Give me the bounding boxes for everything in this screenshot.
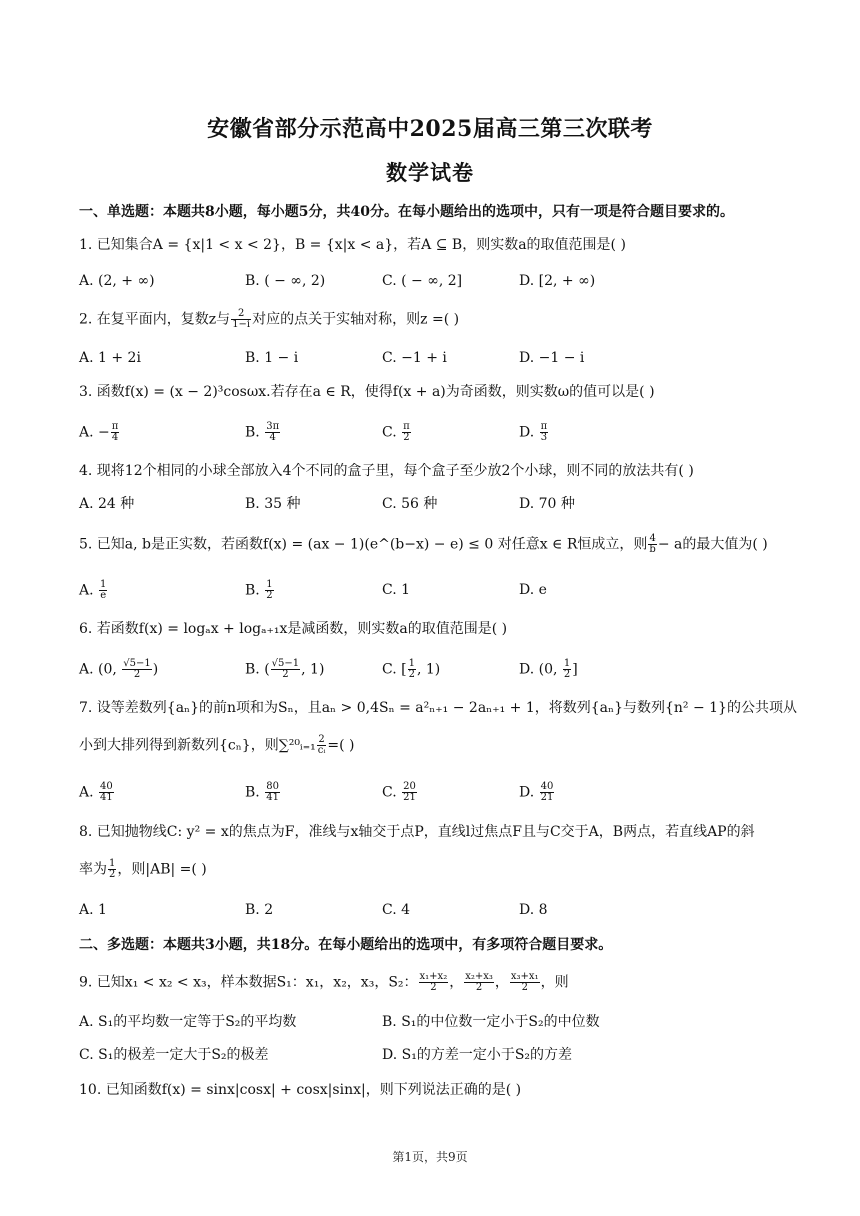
fraction-numerator: 80 xyxy=(266,781,279,792)
fraction-numerator: 4 xyxy=(649,533,656,544)
option-fraction xyxy=(540,422,549,443)
question-7-stem-line-2 xyxy=(79,735,354,756)
fraction-numerator: x₃+x₁ xyxy=(510,971,539,982)
question-2-option-b: B. 1 − i xyxy=(245,350,299,366)
fraction-denominator: e xyxy=(100,590,107,601)
question-6-option-b xyxy=(245,659,324,680)
question-6-options xyxy=(79,659,799,679)
question-8-stem-post: ，则|AB| =( ) xyxy=(117,861,207,878)
question-7-option-b xyxy=(245,782,281,803)
question-9-option-b: B. S₁的中位数一定小于S₂的中位数 xyxy=(382,1014,600,1030)
question-3-option-a xyxy=(79,422,120,443)
question-2-options xyxy=(79,348,799,368)
question-8-option-d: D. 8 xyxy=(519,902,548,918)
question-5-stem-pre: 5. 已知a, b是正实数，若函数f(x) = (ax − 1)(e^(b−x) − e) ≤ 0 对任意x ∈ R恒成立，则 xyxy=(79,536,648,553)
fraction-denominator: 4 xyxy=(111,432,119,443)
fraction-denominator: 2 xyxy=(403,432,410,443)
option-suffix: ] xyxy=(572,661,578,678)
option-label: C. xyxy=(382,424,402,441)
fraction-numerator: 1 xyxy=(563,658,571,669)
question-7-options xyxy=(79,782,799,802)
question-5-stem-post: − a的最大值为( ) xyxy=(657,536,768,553)
option-label: B. xyxy=(245,784,265,801)
question-1-option-d: D. [2, + ∞) xyxy=(519,273,596,289)
question-4-option-a: A. 24 种 xyxy=(79,496,135,512)
fraction-denominator: 2 xyxy=(408,669,415,680)
fraction-denominator: cᵢ xyxy=(317,745,326,756)
question-6-stem: 6. 若函数f(x) = logₐx + logₐ₊₁x是减函数，则实数a的取值范围是( ) xyxy=(79,621,508,637)
question-5-stem xyxy=(79,534,768,555)
fraction-numerator: √5−1 xyxy=(123,658,151,669)
question-8-option-c: C. 4 xyxy=(382,902,411,918)
question-6-option-d xyxy=(519,659,578,680)
question-4-option-b: B. 35 种 xyxy=(245,496,301,512)
question-8-stem-pre: 率为 xyxy=(79,861,107,878)
page-footer: 第1页，共9页 xyxy=(392,1150,468,1164)
fraction-numerator: 1 xyxy=(100,579,107,590)
fraction-denominator: 2 xyxy=(109,869,116,880)
fraction-denominator: 2 xyxy=(563,669,571,680)
question-1-stem: 1. 已知集合A = {x|1 < x < 2}，B = {x|x < a}，若A ⊆ B，则实数a的取值范围是( ) xyxy=(79,237,626,253)
fraction-numerator: 1 xyxy=(408,658,415,669)
option-fraction xyxy=(111,422,120,443)
option-label: C. xyxy=(382,784,402,801)
option-label: D. (0, xyxy=(519,661,562,678)
question-3-stem: 3. 函数f(x) = (x − 2)³cosωx.若存在a ∈ R，使得f(x + a)为奇函数，则实数ω的值可以是( ) xyxy=(79,384,655,400)
fraction-numerator: 20 xyxy=(403,781,416,792)
fraction-numerator: x₂+x₃ xyxy=(465,971,493,982)
option-label: C. [ xyxy=(382,661,407,678)
question-1-option-b: B. ( − ∞, 2) xyxy=(245,273,326,289)
question-5-options xyxy=(79,580,799,600)
question-4-option-d: D. 70 种 xyxy=(519,496,575,512)
question-10-stem: 10. 已知函数f(x) = sinx|cosx| + cosx|sinx|，则下列说法正确的是( ) xyxy=(79,1082,522,1098)
option-label: A. (0, xyxy=(79,661,122,678)
option-label: B. ( xyxy=(245,661,270,678)
question-8-option-a: A. 1 xyxy=(79,902,107,918)
question-4-option-c: C. 56 种 xyxy=(382,496,438,512)
option-label: D. xyxy=(519,424,539,441)
option-label: A. xyxy=(79,784,99,801)
section-multiple-choice-heading: 二、多选题：本题共3小题，共18分。在每小题给出的选项中，有多项符合题目要求。 xyxy=(79,937,613,953)
question-8-fraction xyxy=(108,859,116,880)
fraction-denominator: 2 xyxy=(133,669,141,680)
fraction-denominator: 1−i xyxy=(232,319,251,330)
question-5-option-b xyxy=(245,580,275,601)
question-9-fraction-2 xyxy=(464,972,494,993)
exam-subtitle: 数学试卷 xyxy=(386,160,474,185)
fraction-denominator: 2 xyxy=(521,982,528,993)
question-5-option-d: D. e xyxy=(519,582,547,598)
question-9-option-a: A. S₁的平均数一定等于S₂的平均数 xyxy=(79,1014,297,1030)
question-9-stem: 9. 已知x₁ < x₂ < x₃，样本数据S₁：x₁，x₂，x₃，S₂： $\frac{\text{x₁+x₂}}{2}$ ， $\frac{\text{x₂+x₃}}{2}$ ， $\frac{\text{x₃+x₁}}{2}$ ，则 xyxy=(79,971,569,993)
question-8-options xyxy=(79,900,799,920)
question-1-options xyxy=(79,271,799,291)
exam-title: 安徽省部分示范高中2025届高三第三次联考 xyxy=(207,116,653,142)
fraction-numerator: 40 xyxy=(540,781,554,792)
question-7-stem-line-1: 7. 设等差数列{aₙ}的前n项和为Sₙ，且aₙ > 0,4Sₙ = a²ₙ₊₁ − 2aₙ₊₁ + 1，将数列{aₙ}与数列{n² − 1}的公共项从 xyxy=(79,700,797,716)
question-9-options-row-2 xyxy=(79,1045,799,1065)
question-7-stem-pre: 小到大排列得到新数列{cₙ}，则∑²⁰ᵢ₌₁ xyxy=(79,737,316,754)
option-fraction xyxy=(408,659,416,680)
option-fraction xyxy=(122,659,151,680)
fraction-denominator: 2 xyxy=(266,590,273,601)
fraction-numerator: 2 xyxy=(318,734,325,745)
question-2-stem xyxy=(79,309,459,330)
question-8-option-b: B. 2 xyxy=(245,902,274,918)
question-3-option-c xyxy=(382,422,412,443)
option-fraction xyxy=(402,782,417,803)
fraction-numerator: 2 xyxy=(231,309,251,320)
question-7-fraction xyxy=(317,735,327,756)
option-label: B. xyxy=(245,424,265,441)
question-9-options-row-1 xyxy=(79,1012,799,1032)
fraction-numerator: π xyxy=(111,421,119,432)
question-3-option-b xyxy=(245,422,281,443)
question-7-option-c xyxy=(382,782,418,803)
question-9-stem-post: ，则 xyxy=(540,974,569,991)
fraction-denominator: 41 xyxy=(100,792,113,803)
question-8-stem-line-1: 8. 已知抛物线C: y² = x的焦点为F，准线与x轴交于点P，直线l过焦点F且与C交于A，B两点，若直线AP的斜 xyxy=(79,824,755,840)
question-5-option-c: C. 1 xyxy=(382,582,411,598)
question-7-stem-post: =( ) xyxy=(327,737,355,754)
option-fraction xyxy=(265,422,280,443)
question-2-option-d: D. −1 − i xyxy=(519,350,585,366)
option-fraction xyxy=(271,659,300,680)
fraction-denominator: b xyxy=(649,544,656,555)
fraction-denominator: 41 xyxy=(266,792,279,803)
option-fraction xyxy=(540,782,555,803)
question-1-option-a: A. (2, + ∞) xyxy=(79,273,155,289)
fraction-denominator: 2 xyxy=(430,982,437,993)
option-label: B. xyxy=(245,582,265,599)
fraction-numerator: 1 xyxy=(266,579,273,590)
fraction-numerator: 3π xyxy=(266,421,280,432)
fraction-denominator: 3 xyxy=(540,432,548,443)
question-9-fraction-3 xyxy=(510,972,540,993)
question-7-option-a xyxy=(79,782,115,803)
option-suffix: , 1) xyxy=(301,661,325,678)
fraction-numerator: 1 xyxy=(109,858,116,869)
question-6-option-a xyxy=(79,659,158,680)
fraction-numerator: 40 xyxy=(100,781,113,792)
question-9-option-d: D. S₁的方差一定小于S₂的方差 xyxy=(382,1047,573,1063)
option-label: A. xyxy=(79,582,99,599)
option-fraction xyxy=(265,580,273,601)
question-9-stem-pre: 9. 已知x₁ < x₂ < x₃，样本数据S₁：x₁，x₂，x₃，S₂： xyxy=(79,974,418,991)
question-4-options xyxy=(79,494,799,514)
question-2-fraction xyxy=(231,309,251,330)
fraction-denominator: 4 xyxy=(269,432,276,443)
question-3-options xyxy=(79,422,799,442)
option-label: D. xyxy=(519,784,539,801)
question-7-option-d xyxy=(519,782,555,803)
option-fraction xyxy=(265,782,280,803)
question-9-option-c: C. S₁的极差一定大于S₂的极差 xyxy=(79,1047,269,1063)
question-8-stem-line-2 xyxy=(79,859,207,880)
option-fraction xyxy=(402,422,411,443)
question-5-fraction xyxy=(648,534,656,555)
question-1-option-c: C. ( − ∞, 2] xyxy=(382,273,463,289)
fraction-numerator: π xyxy=(403,421,410,432)
question-6-option-c xyxy=(382,659,440,680)
question-4-stem: 4. 现将12个相同的小球全部放入4个不同的盒子里，每个盒子至少放2个小球，则不同的放法共有( ) xyxy=(79,463,694,479)
fraction-numerator: π xyxy=(540,421,548,432)
fraction-denominator: 2 xyxy=(475,982,483,993)
question-2-option-c: C. −1 + i xyxy=(382,350,447,366)
question-3-option-d xyxy=(519,422,549,443)
question-2-stem-post: 对应的点关于实轴对称，则z =( ) xyxy=(252,311,460,328)
section-single-choice-heading: 一、单选题：本题共8小题，每小题5分，共40分。在每小题给出的选项中，只有一项是符合题目要求的。 xyxy=(79,204,734,220)
option-suffix: , 1) xyxy=(416,661,441,678)
fraction-numerator: x₁+x₂ xyxy=(419,971,448,982)
option-label: A. − xyxy=(79,424,110,441)
question-2-option-a: A. 1 + 2i xyxy=(79,350,141,366)
option-fraction xyxy=(99,580,107,601)
fraction-denominator: 21 xyxy=(540,792,554,803)
fraction-denominator: 21 xyxy=(403,792,416,803)
option-suffix: ) xyxy=(152,661,159,678)
option-fraction xyxy=(99,782,114,803)
question-5-option-a xyxy=(79,580,108,601)
fraction-denominator: 2 xyxy=(282,669,289,680)
question-2-stem-pre: 2. 在复平面内，复数z与 xyxy=(79,311,231,328)
fraction-numerator: √5−1 xyxy=(271,658,300,669)
option-fraction xyxy=(563,659,571,680)
question-9-fraction-1 xyxy=(419,972,449,993)
